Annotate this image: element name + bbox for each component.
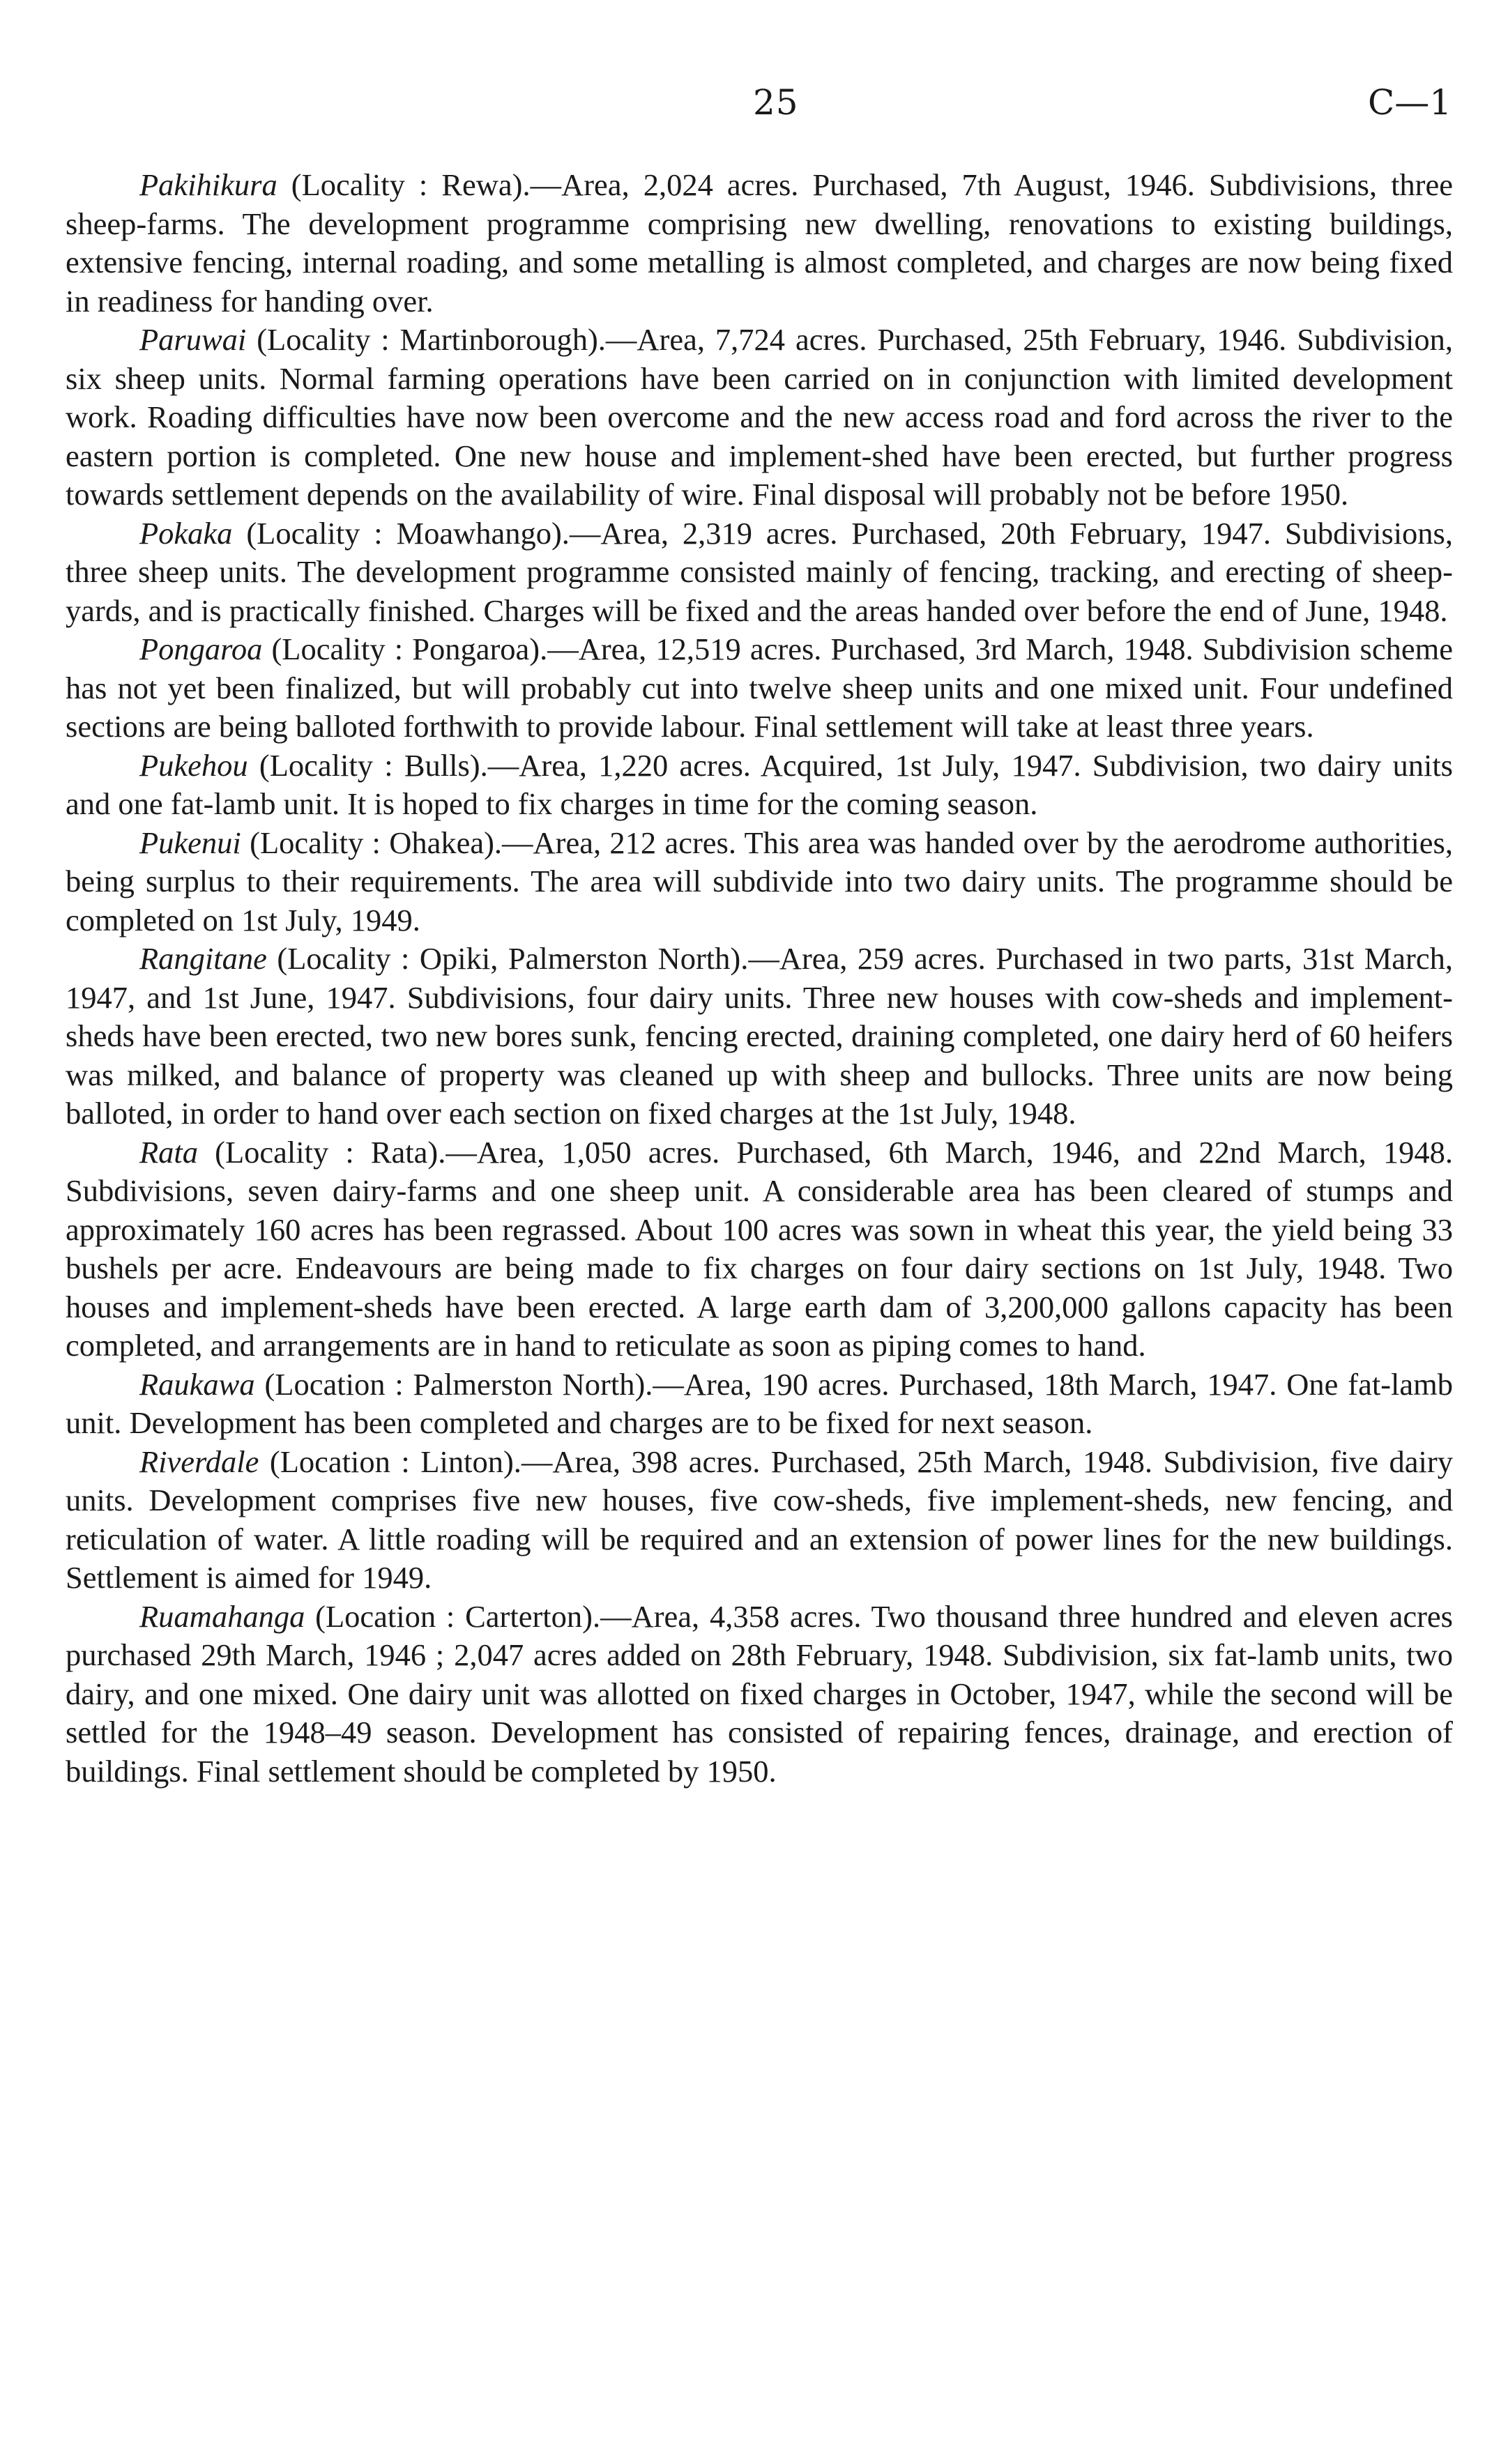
- entry-title: Rata: [139, 1134, 199, 1170]
- entry-rata: [66, 1133, 1453, 1365]
- entry-text: (Locality : Pongaroa).—Area, 12,519 acres. Purchased, 3rd March, 1948. Subdivision scheme has not yet been finalized, but will probably cut into twelve sheep units and one mixed unit. Four undefined sections are being balloted forthwith to provide labour. Final settlement will take at least three years.: [66, 632, 1453, 744]
- entry-text: (Location : Palmerston North).—Area, 190 acres. Purchased, 18th March, 1947. One fat-lamb unit. Development has been completed and charges are to be fixed for next season.: [66, 1366, 1453, 1440]
- entry-pakihikura: [66, 166, 1453, 321]
- entry-pukenui: [66, 824, 1453, 940]
- entry-pongaroa: [66, 630, 1453, 747]
- entry-text: (Location : Carterton).—Area, 4,358 acres. Two thousand three hundred and eleven acres purchased 29th March, 1946 ; 2,047 acres added on 28th February, 1948. Subdivision, six fat-lamb units, two dairy, and one mixed. One dairy unit was allotted on fixed charges in October, 1947, while the second will be settled for the 1948–49 season. Development has consisted of repairing fences, drainage, and erection of buildings. Final settlement should be completed by 1950.: [66, 1598, 1453, 1789]
- entry-text: (Locality : Martinborough).—Area, 7,724 acres. Purchased, 25th February, 1946. Subdivision, six sheep units. Normal farming operations have been carried on in conjunction with limited development work. Roading difficulties have now been overcome and the new access road and ford across the river to the eastern portion is completed. One new house and implement-shed have been erected, but further progress towards settlement depends on the availability of wire. Final disposal will probably not be before 1950.: [66, 322, 1453, 512]
- entry-pukehou: [66, 747, 1453, 824]
- entry-text: (Locality : Moawhango).—Area, 2,319 acres. Purchased, 20th February, 1947. Subdivisions, three sheep units. The development programme consisted mainly of fencing, tracking, and erecting of sheep-yards, and is practically finished. Charges will be fixed and the areas handed over before the end of June, 1948.: [66, 515, 1453, 628]
- entry-pokaka: [66, 514, 1453, 631]
- entry-title: Pakihikura: [139, 167, 277, 202]
- entry-title: Rangitane: [139, 941, 267, 976]
- entry-title: Riverdale: [139, 1444, 259, 1479]
- entry-ruamahanga: [66, 1598, 1453, 1791]
- entry-paruwai: [66, 321, 1453, 514]
- entry-title: Pokaka: [139, 515, 233, 551]
- entry-text: (Location : Linton).—Area, 398 acres. Purchased, 25th March, 1948. Subdivision, five dairy units. Development comprises five new houses, five cow-sheds, five implement-sheds, new fencing, and reticulation of water. A little roading will be required and an extension of power lines for the new buildings. Settlement is aimed for 1949.: [66, 1444, 1453, 1595]
- entry-text: (Locality : Rata).—Area, 1,050 acres. Purchased, 6th March, 1946, and 22nd March, 1948. Subdivisions, seven dairy-farms and one sheep unit. A considerable area has been cleared of stumps and approximately 160 acres has been regrassed. About 100 acres was sown in wheat this year, the yield being 33 bushels per acre. Endeavours are being made to fix charges on four dairy sections on 1st July, 1948. Two houses and implement-sheds have been erected. A large earth dam of 3,200,000 gallons capacity has been completed, and arrangements are in hand to reticulate as soon as piping comes to hand.: [66, 1134, 1453, 1363]
- entry-rangitane: [66, 940, 1453, 1133]
- series-reference: C—1: [1368, 82, 1452, 123]
- entry-text: (Locality : Opiki, Palmerston North).—Area, 259 acres. Purchased in two parts, 31st March, 1947, and 1st June, 1947. Subdivisions, four dairy units. Three new houses with cow-sheds and implement-sheds have been erected, two new bores sunk, fencing erected, draining completed, one dairy herd of 60 heifers was milked, and balance of property was cleaned up with sheep and bullocks. Three units are now being balloted, in order to hand over each section on fixed charges at the 1st July, 1948.: [66, 941, 1453, 1131]
- entry-title: Pukehou: [139, 747, 248, 783]
- entry-title: Ruamahanga: [139, 1598, 305, 1634]
- entry-text: (Locality : Bulls).—Area, 1,220 acres. Acquired, 1st July, 1947. Subdivision, two dairy units and one fat-lamb unit. It is hoped to fix charges in time for the coming season.: [66, 747, 1453, 821]
- entry-riverdale: [66, 1443, 1453, 1598]
- entry-text: (Locality : Rewa).—Area, 2,024 acres. Purchased, 7th August, 1946. Subdivisions, three sheep-farms. The development programme comprising new dwelling, renovations to existing buildings, extensive fencing, internal roading, and some metalling is almost completed, and charges are now being fixed in readiness for handing over.: [66, 167, 1453, 319]
- entry-text: (Locality : Ohakea).—Area, 212 acres. This area was handed over by the aerodrome authorities, being surplus to their requirements. The area will subdivide into two dairy units. The programme should be completed on 1st July, 1949.: [66, 825, 1453, 938]
- entry-raukawa: [66, 1365, 1453, 1443]
- entry-title: Pukenui: [139, 825, 241, 860]
- entry-title: Paruwai: [139, 322, 247, 357]
- page-number: 25: [753, 82, 799, 123]
- entry-title: Pongaroa: [139, 632, 263, 666]
- entry-title: Raukawa: [139, 1366, 255, 1402]
- report-body: [66, 166, 1453, 1791]
